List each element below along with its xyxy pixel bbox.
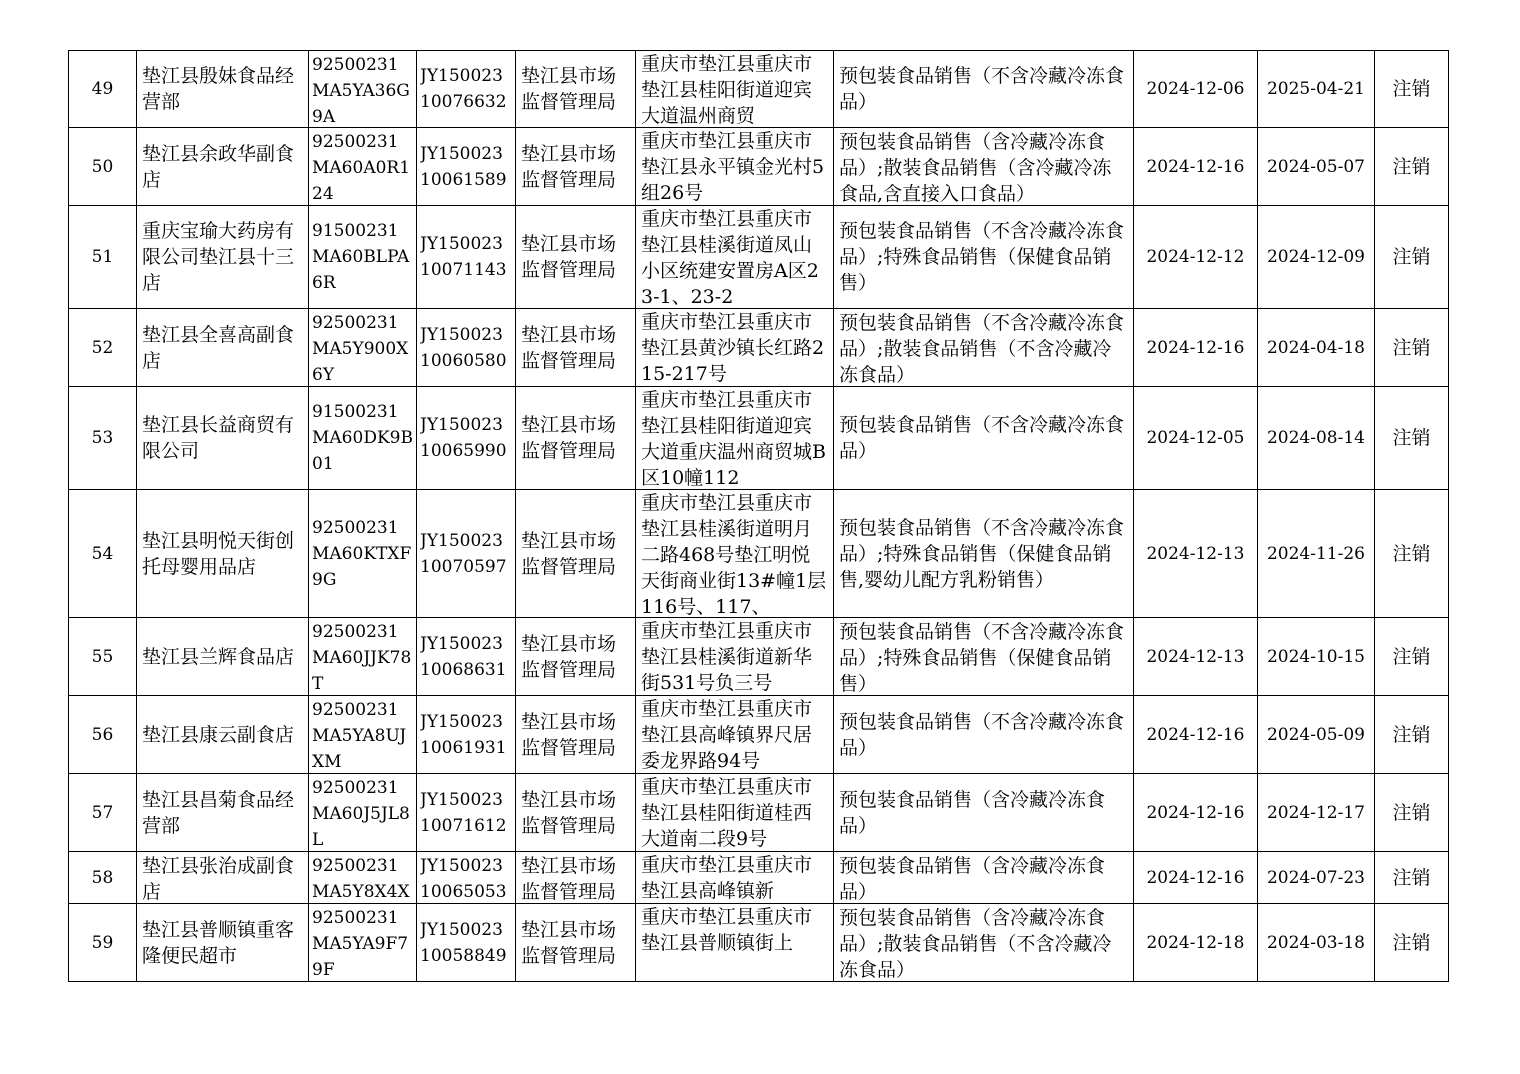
business-scope [834, 51, 1134, 128]
row-number-value: 55 [91, 646, 114, 667]
business-address [636, 618, 834, 696]
license-number-value: JY15002310065053 [420, 855, 507, 902]
issue-date-value: 2024-08-14 [1266, 428, 1365, 448]
business-address-value: 重庆市垫江县重庆市垫江县桂溪街道明月二路468号垫江明悦天街商业街13#幢1层116号、117、 [641, 492, 827, 616]
credit-code [309, 387, 417, 490]
status-text-value: 注销 [1392, 78, 1431, 100]
business-address [636, 309, 834, 387]
business-scope-value: 预包装食品销售（含冷藏冷冻食品）;散装食品销售（含冷藏冷冻食品,含直接入口食品） [839, 130, 1112, 205]
cancel-date-value: 2024-12-06 [1146, 79, 1245, 99]
status-text-value: 注销 [1392, 645, 1431, 668]
business-scope-value: 预包装食品销售（不含冷藏冷冻食品） [839, 65, 1125, 113]
row-number-value: 59 [91, 932, 114, 953]
issuing-authority [516, 618, 636, 696]
row-number-value: 54 [91, 543, 114, 564]
status-text [1375, 206, 1449, 309]
issue-date [1258, 904, 1375, 982]
credit-code-value: 91500231MA60BLPA6R [312, 221, 410, 293]
cancel-date [1134, 618, 1258, 696]
issue-date [1258, 128, 1375, 206]
issue-date [1258, 618, 1375, 696]
credit-code-value: 92500231MA60J5JL8L [312, 777, 410, 850]
issuing-authority-value: 垫江县市场监督管理局 [521, 788, 617, 837]
issuing-authority [516, 309, 636, 387]
issuing-authority [516, 696, 636, 774]
table-row [69, 490, 1449, 618]
entity-name-value: 垫江县张治成副食店 [142, 854, 295, 903]
issue-date-value: 2024-07-23 [1266, 867, 1365, 888]
credit-code-value: 92500231MA60A0R124 [312, 131, 411, 204]
status-text [1375, 696, 1449, 774]
cancel-date [1134, 309, 1258, 387]
row-number-value: 50 [91, 156, 114, 177]
row-number [69, 774, 137, 852]
business-scope [834, 852, 1134, 904]
issue-date [1258, 309, 1375, 387]
row-number [69, 618, 137, 696]
credit-code [309, 128, 417, 206]
business-address-value: 重庆市垫江县重庆市垫江县桂溪街道凤山小区统建安置房A区23-1、23-2 [641, 208, 819, 307]
table-row [69, 774, 1449, 852]
cancel-date-value: 2024-12-16 [1146, 867, 1245, 888]
business-address [636, 774, 834, 852]
table-body [69, 51, 1449, 982]
license-number-value: JY15002310061589 [420, 143, 507, 190]
status-text [1375, 309, 1449, 387]
cancel-date-value: 2024-12-13 [1146, 646, 1245, 667]
issuing-authority [516, 206, 636, 309]
entity-name [137, 128, 309, 206]
credit-code [309, 696, 417, 774]
issuing-authority-value: 垫江县市场监督管理局 [521, 65, 617, 113]
status-text [1375, 51, 1449, 128]
business-address-value: 重庆市垫江县重庆市垫江县桂阳街道迎宾大道温州商贸 [641, 53, 813, 126]
status-text [1375, 904, 1449, 982]
cancel-date-value: 2024-12-16 [1146, 724, 1245, 745]
cancel-date-value: 2024-12-16 [1146, 156, 1245, 177]
row-number [69, 490, 137, 618]
cancel-date-value: 2024-12-12 [1146, 247, 1245, 267]
cancel-date [1134, 51, 1258, 128]
business-address-value: 重庆市垫江县重庆市垫江县桂阳街道迎宾大道重庆温州商贸城B区10幢112 [641, 389, 826, 488]
issue-date [1258, 852, 1375, 904]
cancel-date-value: 2024-12-05 [1146, 428, 1245, 448]
business-scope [834, 309, 1134, 387]
business-scope [834, 618, 1134, 696]
business-address [636, 206, 834, 309]
license-number [417, 904, 516, 982]
license-number [417, 618, 516, 696]
credit-code [309, 904, 417, 982]
entity-name [137, 206, 309, 309]
business-address-value: 重庆市垫江县重庆市垫江县高峰镇新 [641, 854, 813, 902]
license-number [417, 490, 516, 618]
row-number-value: 58 [91, 867, 114, 888]
entity-name [137, 51, 309, 128]
issuing-authority-value: 垫江县市场监督管理局 [521, 414, 617, 462]
issuing-authority-value: 垫江县市场监督管理局 [521, 710, 617, 759]
entity-name [137, 387, 309, 490]
cancel-date-value: 2024-12-16 [1146, 337, 1245, 358]
credit-code-value: 92500231MA5Y900X6Y [312, 312, 409, 385]
issue-date-value: 2024-04-18 [1266, 337, 1365, 358]
status-text-value: 注销 [1392, 542, 1431, 565]
status-text [1375, 618, 1449, 696]
license-number-value: JY15002310071612 [420, 789, 507, 836]
entity-name [137, 618, 309, 696]
status-text-value: 注销 [1392, 723, 1431, 746]
status-text-value: 注销 [1392, 246, 1431, 268]
business-address-value: 重庆市垫江县重庆市垫江县高峰镇界尺居委龙界路94号 [641, 698, 813, 772]
license-number [417, 309, 516, 387]
issuing-authority [516, 387, 636, 490]
status-text-value: 注销 [1392, 866, 1431, 889]
row-number [69, 128, 137, 206]
issuing-authority [516, 774, 636, 852]
business-scope [834, 206, 1134, 309]
credit-code [309, 852, 417, 904]
row-number-value: 49 [91, 79, 114, 99]
issue-date [1258, 387, 1375, 490]
business-address-value: 重庆市垫江县重庆市垫江县桂溪街道新华街531号负三号 [641, 620, 813, 694]
table-row [69, 904, 1449, 982]
license-number [417, 774, 516, 852]
entity-name-value: 垫江县殷妹食品经营部 [142, 65, 295, 113]
row-number-value: 51 [91, 247, 114, 267]
row-number [69, 206, 137, 309]
entity-name-value: 重庆宝瑜大药房有限公司垫江县十三店 [142, 220, 295, 294]
status-text [1375, 852, 1449, 904]
issue-date-value: 2024-05-09 [1266, 724, 1365, 745]
business-scope-value: 预包装食品销售（不含冷藏冷冻食品）;特殊食品销售（保健食品销售） [839, 220, 1125, 294]
issue-date-value: 2024-12-09 [1266, 247, 1365, 267]
issuing-authority [516, 904, 636, 982]
row-number [69, 904, 137, 982]
license-number [417, 51, 516, 128]
cancel-date [1134, 852, 1258, 904]
issue-date-value: 2024-05-07 [1266, 156, 1365, 177]
row-number [69, 51, 137, 128]
status-text [1375, 490, 1449, 618]
business-address [636, 696, 834, 774]
business-address [636, 490, 834, 618]
business-scope [834, 774, 1134, 852]
table-row [69, 618, 1449, 696]
issue-date [1258, 774, 1375, 852]
status-text-value: 注销 [1392, 801, 1431, 824]
issuing-authority-value: 垫江县市场监督管理局 [521, 632, 617, 681]
issue-date [1258, 490, 1375, 618]
table-row [69, 206, 1449, 309]
business-scope-value: 预包装食品销售（含冷藏冷冻食品） [839, 854, 1106, 903]
issue-date-value: 2024-11-26 [1266, 543, 1365, 564]
cancel-date-value: 2024-12-16 [1146, 802, 1245, 823]
license-number-value: JY15002310076632 [420, 66, 507, 112]
business-scope-value: 预包装食品销售（含冷藏冷冻食品）;散装食品销售（不含冷藏冷冻食品） [839, 906, 1112, 981]
business-scope-value: 预包装食品销售（不含冷藏冷冻食品） [839, 710, 1125, 759]
issuing-authority-value: 垫江县市场监督管理局 [521, 529, 617, 578]
status-text [1375, 387, 1449, 490]
issuing-authority-value: 垫江县市场监督管理局 [521, 142, 617, 191]
cancel-date [1134, 696, 1258, 774]
license-number-value: JY15002310068631 [420, 633, 507, 680]
business-scope [834, 904, 1134, 982]
license-number [417, 696, 516, 774]
license-number-value: JY15002310060580 [420, 324, 507, 371]
entity-name-value: 垫江县全喜高副食店 [142, 323, 295, 372]
business-address [636, 852, 834, 904]
license-number-value: JY15002310065990 [420, 415, 507, 461]
table-row [69, 852, 1449, 904]
cancel-date [1134, 904, 1258, 982]
business-scope [834, 128, 1134, 206]
issue-date [1258, 51, 1375, 128]
entity-name-value: 垫江县康云副食店 [142, 723, 295, 746]
business-address [636, 387, 834, 490]
business-address [636, 128, 834, 206]
business-address [636, 904, 834, 982]
credit-code-value: 92500231MA5YA9F79F [312, 907, 409, 980]
license-number [417, 206, 516, 309]
business-scope-value: 预包装食品销售（含冷藏冷冻食品） [839, 788, 1106, 837]
row-number-value: 57 [91, 802, 114, 823]
business-scope-value: 预包装食品销售（不含冷藏冷冻食品）;散装食品销售（不含冷藏冷冻食品） [839, 311, 1125, 386]
business-scope [834, 696, 1134, 774]
business-address-value: 重庆市垫江县重庆市垫江县普顺镇街上 [641, 906, 813, 954]
status-text [1375, 774, 1449, 852]
row-number [69, 852, 137, 904]
issuing-authority-value: 垫江县市场监督管理局 [521, 918, 617, 967]
table-row [69, 309, 1449, 387]
status-text-value: 注销 [1392, 427, 1431, 449]
credit-code [309, 51, 417, 128]
business-address-value: 重庆市垫江县重庆市垫江县永平镇金光村5组26号 [641, 130, 825, 204]
cancel-date [1134, 490, 1258, 618]
entity-name-value: 垫江县明悦天街创托母婴用品店 [142, 529, 295, 578]
row-number-value: 53 [91, 428, 114, 448]
credit-code [309, 774, 417, 852]
business-scope-value: 预包装食品销售（不含冷藏冷冻食品）;特殊食品销售（保健食品销售,婴幼儿配方乳粉销售） [839, 516, 1125, 591]
entity-name-value: 垫江县长益商贸有限公司 [142, 414, 295, 462]
entity-name [137, 490, 309, 618]
issuing-authority [516, 852, 636, 904]
row-number [69, 696, 137, 774]
status-text-value: 注销 [1392, 155, 1431, 178]
credit-code [309, 206, 417, 309]
license-number [417, 852, 516, 904]
credit-code-value: 92500231MA60JJK78T [312, 621, 412, 694]
business-scope [834, 387, 1134, 490]
license-table [68, 50, 1449, 982]
credit-code-value: 92500231MA5Y8X4X [312, 855, 410, 902]
cancel-date [1134, 128, 1258, 206]
issuing-authority-value: 垫江县市场监督管理局 [521, 233, 617, 281]
entity-name-value: 垫江县普顺镇重客隆便民超市 [142, 918, 295, 967]
business-scope [834, 490, 1134, 618]
business-address-value: 重庆市垫江县重庆市垫江县黄沙镇长红路215-217号 [641, 311, 825, 385]
credit-code-value: 92500231MA60KTXF9G [312, 517, 412, 590]
row-number-value: 56 [91, 724, 114, 745]
entity-name [137, 904, 309, 982]
issuing-authority-value: 垫江县市场监督管理局 [521, 323, 617, 372]
credit-code-value: 91500231MA60DK9B01 [312, 402, 413, 474]
issuing-authority-value: 垫江县市场监督管理局 [521, 854, 617, 903]
status-text-value: 注销 [1392, 931, 1431, 954]
license-number-value: JY15002310070597 [420, 530, 507, 577]
table-row [69, 51, 1449, 128]
license-number [417, 128, 516, 206]
cancel-date [1134, 774, 1258, 852]
row-number-value: 52 [91, 337, 114, 358]
license-number-value: JY15002310061931 [420, 711, 507, 758]
row-number [69, 309, 137, 387]
credit-code [309, 309, 417, 387]
status-text-value: 注销 [1392, 336, 1431, 359]
credit-code [309, 618, 417, 696]
status-text [1375, 128, 1449, 206]
cancel-date-value: 2024-12-13 [1146, 543, 1245, 564]
cancel-date [1134, 206, 1258, 309]
business-scope-value: 预包装食品销售（不含冷藏冷冻食品） [839, 414, 1125, 462]
license-number [417, 387, 516, 490]
license-number-value: JY15002310058849 [420, 919, 507, 966]
business-address [636, 51, 834, 128]
entity-name [137, 774, 309, 852]
issuing-authority [516, 490, 636, 618]
issue-date-value: 2024-03-18 [1266, 932, 1365, 953]
issue-date-value: 2025-04-21 [1266, 79, 1365, 99]
entity-name-value: 垫江县余政华副食店 [142, 142, 295, 191]
issue-date-value: 2024-10-15 [1266, 646, 1365, 667]
cancel-date [1134, 387, 1258, 490]
credit-code [309, 490, 417, 618]
entity-name [137, 852, 309, 904]
table-row [69, 128, 1449, 206]
table-row [69, 387, 1449, 490]
issue-date [1258, 696, 1375, 774]
issuing-authority [516, 51, 636, 128]
license-number-value: JY15002310071143 [420, 234, 507, 280]
issue-date [1258, 206, 1375, 309]
issuing-authority [516, 128, 636, 206]
business-address-value: 重庆市垫江县重庆市垫江县桂阳街道桂西大道南二段9号 [641, 776, 813, 850]
credit-code-value: 92500231MA5YA36G9A [312, 54, 410, 127]
row-number [69, 387, 137, 490]
cancel-date-value: 2024-12-18 [1146, 932, 1245, 953]
business-scope-value: 预包装食品销售（不含冷藏冷冻食品）;特殊食品销售（保健食品销售） [839, 620, 1125, 695]
issue-date-value: 2024-12-17 [1266, 802, 1365, 823]
entity-name [137, 309, 309, 387]
credit-code-value: 92500231MA5YA8UJXM [312, 699, 407, 772]
table-row [69, 696, 1449, 774]
entity-name [137, 696, 309, 774]
entity-name-value: 垫江县昌菊食品经营部 [142, 788, 295, 837]
entity-name-value: 垫江县兰辉食品店 [142, 645, 295, 668]
